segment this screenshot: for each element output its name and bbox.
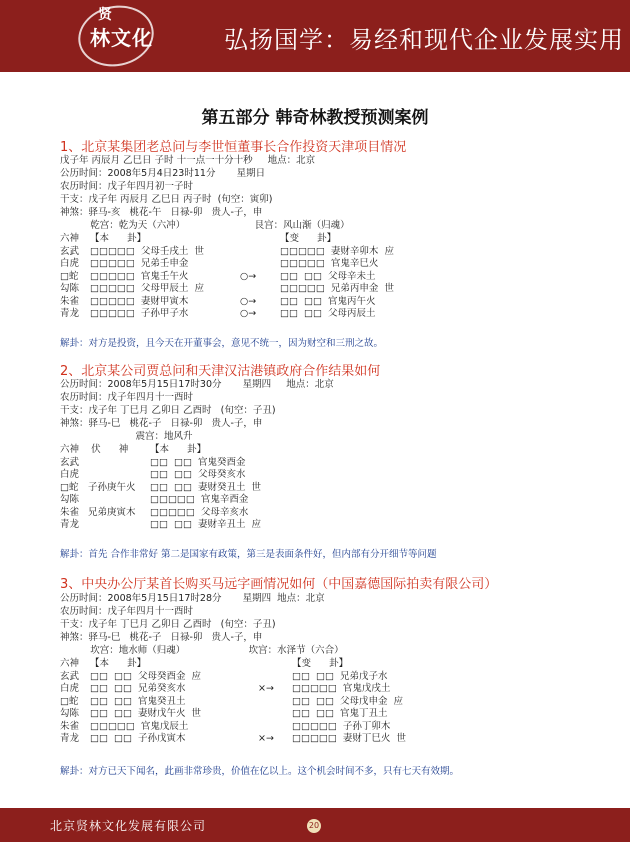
hexagram-header-bian: 【变 卦】 — [292, 658, 349, 669]
page-number: 20 — [307, 819, 321, 833]
hexagram-row — [60, 507, 261, 520]
hexagram-bian-line: □□□□□ 官鬼戊戌土 — [292, 683, 391, 694]
hexagram-change-mark — [240, 258, 280, 271]
hexagram-god: 玄武 — [60, 245, 80, 257]
hexagram-header-row — [60, 444, 261, 457]
hexagram-header-ben: 【本 卦】 — [90, 658, 147, 669]
hexagram-god: 白虎 — [60, 469, 80, 480]
hexagram-ben-line: □□□□□ 父母壬戌土 世 — [90, 245, 204, 257]
hexagram-god: □蛇 — [60, 270, 79, 282]
hexagram-bian-line: □□ □□ 父母戊申金 应 — [292, 695, 404, 707]
hexagram-row — [60, 469, 261, 482]
hexagram-bian-line: □□□□□ 妻财丁巳火 世 — [292, 733, 406, 744]
hexagram-bian-line: □□□□□ 妻财辛卯木 应 — [280, 245, 394, 257]
hexagram-god: 青龙 — [60, 519, 80, 530]
case-2-info-line: 干支：戊子年 丁巳月 乙卯日 乙酉时 (旬空：子丑) — [60, 405, 276, 416]
case-2-info-line: 公历时间：2008年5月15日17时30分 星期四 地点：北京 — [60, 379, 334, 390]
case-3-hexagram-table — [60, 658, 406, 746]
hexagram-ben-line: □□ □□ 兄弟癸亥水 — [90, 683, 186, 694]
case-3-info-line: 公历时间：2008年5月15日17时28分 星期四 地点：北京 — [60, 593, 325, 604]
hexagram-bian-line: □□□□□ 官鬼辛巳火 — [280, 258, 379, 269]
hexagram-god: □蛇 — [60, 481, 79, 493]
hexagram-god: 勾陈 — [60, 494, 80, 505]
case-2-title: 2、北京某公司贾总问和天津汉沽港镇政府合作结果如何 — [60, 364, 381, 379]
hexagram-ben-line: □□ □□ 妻财癸丑土 世 — [150, 481, 262, 493]
logo-text: 林文化 — [90, 26, 153, 50]
hexagram-god: 勾陈 — [60, 708, 80, 719]
case-2-info-line: 震宫：地风升 — [60, 431, 193, 442]
hexagram-god: 朱雀 — [60, 295, 80, 307]
hexagram-change-mark — [258, 721, 292, 734]
case-2-info-line: 神煞：驿马-巳 桃花-子 日禄-卯 贵人-子，申 — [60, 418, 263, 429]
hexagram-header-ben: 【本 卦】 — [150, 444, 207, 455]
hexagram-row — [60, 519, 261, 532]
logo — [70, 2, 162, 68]
hexagram-row — [60, 482, 261, 495]
hexagram-row — [60, 308, 394, 321]
header-banner — [0, 0, 630, 72]
hexagram-ben-line: □□ □□ 妻财戊午火 世 — [90, 708, 202, 719]
case-3-info-line: 神煞：驿马-巳 桃花-子 日禄-卯 贵人-子，申 — [60, 632, 263, 643]
page-title: 第五部分 韩奇林教授预测案例 — [201, 108, 429, 128]
logo-mark: 贤 — [98, 7, 112, 23]
hexagram-bian-line: □□ □□ 官鬼丁丑土 — [292, 708, 388, 719]
hexagram-change-mark: ×→ — [258, 733, 274, 744]
hexagram-god: 朱雀 — [60, 720, 80, 732]
hexagram-god: 青龙 — [60, 308, 80, 319]
hexagram-change-mark: ×→ — [258, 683, 274, 694]
hexagram-row — [60, 258, 394, 271]
case-2-info-line: 农历时间：戊子年四月十一酉时 — [60, 392, 194, 403]
hexagram-change-mark — [240, 283, 280, 296]
case-1-interpretation: 解卦：对方是投资，且今天在开董事会，意见不统一，因为财空和三刑之故。 — [60, 338, 384, 349]
hexagram-ben-line: □□ □□ 官鬼癸丑土 — [90, 695, 186, 707]
hexagram-bian-line: □□ □□ 官鬼丙午火 — [280, 295, 376, 307]
hexagram-hidden-god: 子孙庚午火 — [88, 481, 136, 493]
hexagram-ben-line: □□□□□ 官鬼壬午火 — [90, 270, 189, 282]
case-3-info-line: 坎宫：地水师（归魂） 坎宫：水泽节（六合） — [60, 645, 344, 656]
hexagram-header-god: 六神 — [60, 658, 80, 669]
hexagram-header-ben: 【本 卦】 — [90, 233, 147, 244]
hexagram-row — [60, 683, 406, 696]
hexagram-row — [60, 696, 406, 709]
footer-company: 北京贤林文化发展有限公司 — [50, 819, 207, 833]
case-2-hexagram-table — [60, 444, 261, 532]
hexagram-row — [60, 708, 406, 721]
hexagram-ben-line: □□ □□ 子孙戊寅木 — [90, 733, 186, 744]
hexagram-change-mark: ○→ — [240, 270, 257, 282]
case-1-title: 1、北京某集团老总问与李世恒董事长合作投资天津项目情况 — [60, 140, 407, 155]
hexagram-ben-line: □□ □□ 官鬼癸酉金 — [150, 456, 246, 468]
hexagram-header-row — [60, 233, 394, 246]
hexagram-god: 勾陈 — [60, 283, 80, 294]
footer-bar — [0, 808, 630, 842]
hexagram-change-mark — [258, 708, 292, 721]
hexagram-row — [60, 296, 394, 309]
hexagram-change-mark — [258, 696, 292, 709]
hexagram-god: □蛇 — [60, 695, 79, 707]
header-title: 弘扬国学：易经和现代企业发展实用 — [224, 26, 624, 54]
hexagram-god: 玄武 — [60, 456, 80, 468]
hexagram-bian-line: □□ □□ 父母辛未土 — [280, 270, 376, 282]
hexagram-ben-line: □□□□□ 妻财甲寅木 — [90, 295, 189, 307]
hexagram-god: 玄武 — [60, 670, 80, 682]
hexagram-row — [60, 271, 394, 284]
case-3-info-line: 干支：戊子年 丁巳月 乙卯日 乙酉时 (旬空：子丑) — [60, 619, 276, 630]
hexagram-row — [60, 283, 394, 296]
hexagram-header-bian: 【变 卦】 — [280, 233, 337, 244]
case-1-info-line: 乾宫：乾为天（六冲） 艮宫：风山渐（归魂） — [60, 220, 350, 231]
hexagram-change-mark: ○→ — [240, 308, 257, 319]
case-1-info-line: 神煞：驿马-亥 桃花-午 日禄-卯 贵人-子，申 — [60, 207, 263, 218]
case-1-info-line: 农历时间：戊子年四月初一子时 — [60, 181, 194, 192]
hexagram-header-row — [60, 658, 406, 671]
hexagram-row — [60, 721, 406, 734]
hexagram-row — [60, 457, 261, 470]
hexagram-ben-line: □□ □□ 妻财辛丑土 应 — [150, 519, 262, 530]
hexagram-bian-line: □□ □□ 父母丙辰土 — [280, 308, 376, 319]
hexagram-row — [60, 671, 406, 684]
hexagram-change-mark: ○→ — [240, 295, 257, 307]
hexagram-god: 朱雀 — [60, 506, 80, 518]
hexagram-god: 青龙 — [60, 733, 80, 744]
hexagram-ben-line: □□□□□ 兄弟壬申金 — [90, 258, 189, 269]
hexagram-ben-line: □□□□□ 父母辛亥水 — [150, 506, 249, 518]
hexagram-change-mark — [240, 246, 280, 259]
hexagram-header-god: 六神 — [60, 233, 80, 244]
hexagram-ben-line: □□ □□ 父母癸酉金 应 — [90, 670, 202, 682]
case-1-info-line: 干支：戊子年 丙辰月 乙巳日 丙子时 (旬空：寅卯) — [60, 194, 273, 205]
case-2-interpretation: 解卦：首先 合作非常好 第二是国家有政策，第三是表面条件好，但内部有分开细节等问题 — [60, 549, 437, 560]
hexagram-ben-line: □□ □□ 父母癸亥水 — [150, 469, 246, 480]
case-1-info-line: 戊子年 丙辰月 乙巳日 子时 十一点一十分十秒 地点：北京 — [60, 155, 316, 166]
hexagram-hidden-god: 兄弟庚寅木 — [88, 506, 136, 518]
hexagram-ben-line: □□□□□ 官鬼辛酉金 — [150, 494, 249, 505]
hexagram-god: 白虎 — [60, 683, 80, 694]
hexagram-ben-line: □□□□□ 父母甲辰土 应 — [90, 283, 204, 294]
hexagram-change-mark — [258, 671, 292, 684]
case-3-interpretation: 解卦：对方已天下闻名，此画非常珍贵，价值在亿以上。这个机会时间不多，只有七天有效期。 — [60, 766, 460, 777]
hexagram-bian-line: □□□□□ 兄弟丙申金 世 — [280, 283, 394, 294]
hexagram-row — [60, 494, 261, 507]
case-1-hexagram-table — [60, 233, 394, 321]
case-3-title: 3、中央办公厅某首长购买马远字画情况如何（中国嘉德国际拍卖有限公司） — [60, 577, 498, 592]
hexagram-ben-line: □□□□□ 官鬼戊辰土 — [90, 720, 189, 732]
hexagram-bian-line: □□ □□ 兄弟戊子水 — [292, 670, 388, 682]
hexagram-row — [60, 246, 394, 259]
hexagram-god: 白虎 — [60, 258, 80, 269]
hexagram-row — [60, 733, 406, 746]
case-3-info-line: 农历时间：戊子年四月十一酉时 — [60, 606, 194, 617]
hexagram-bian-line: □□□□□ 子孙丁卯木 — [292, 720, 391, 732]
hexagram-header-god: 六神 伏 神 — [60, 444, 129, 455]
case-1-info-line: 公历时间：2008年5月4日23时11分 星期日 — [60, 168, 266, 179]
hexagram-ben-line: □□□□□ 子孙甲子水 — [90, 308, 189, 319]
